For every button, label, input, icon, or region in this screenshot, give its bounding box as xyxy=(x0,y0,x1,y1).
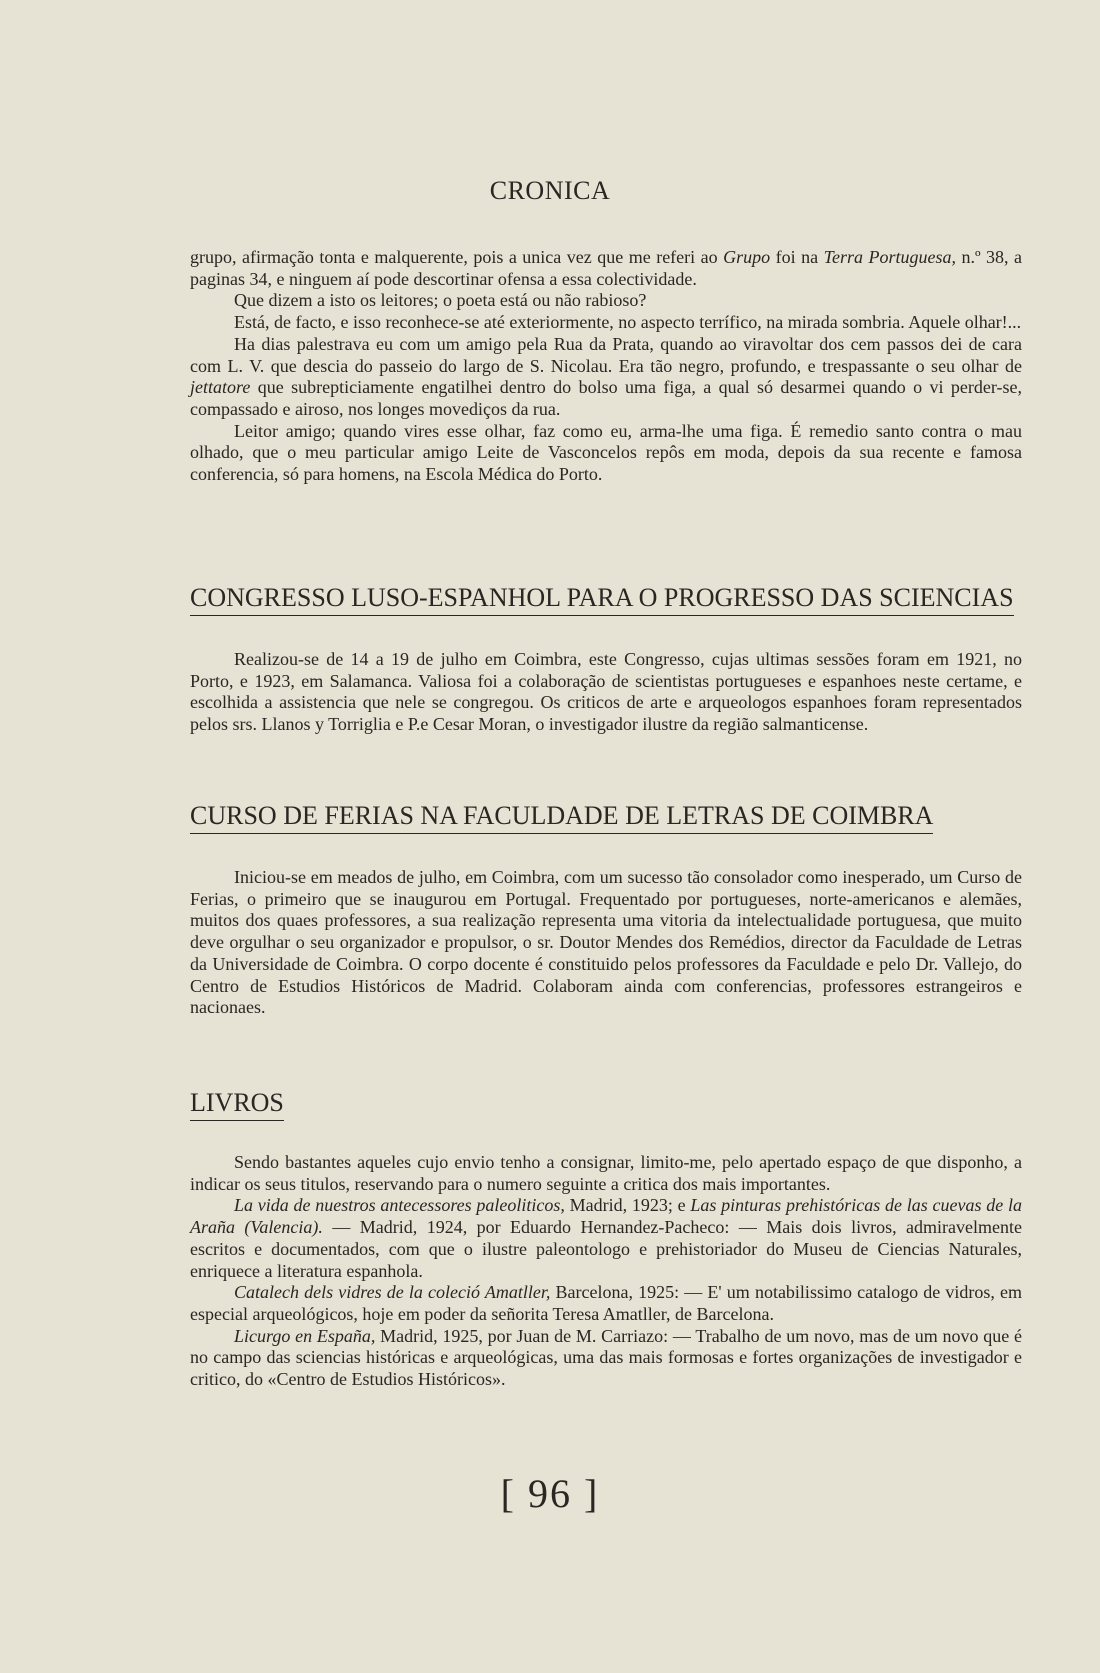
paragraph: La vida de nuestros antecessores paleoliticos, Madrid, 1923; e Las pinturas prehistóricas de las cuevas de la Araña (Valencia). — Madrid, 1924, por Eduardo Hernandez-Pacheco: — Mais dois livros, admiravelmente escritos e documentados, com que o ilustre paleontologo e prehistoriador do Museu de Ciencias Naturales, enriquece a literatura espanhola. xyxy=(190,1195,1023,1281)
intro-section xyxy=(190,247,1022,486)
livros-section xyxy=(190,1152,1022,1391)
congresso-section xyxy=(190,649,1022,736)
paragraph: Está, de facto, e isso reconhece-se até exteriormente, no aspecto terrífico, na mirada sombria. Aquele olhar!... xyxy=(234,312,1022,333)
paragraph: Licurgo en España, Madrid, 1925, por Juan de M. Carriazo: — Trabalho de um novo, mas de um novo que é no campo das sciencias históricas e arqueológicas, uma das mais formosas e fortes organizações de investigador e critico, do «Centro de Estudios Históricos». xyxy=(190,1325,1022,1390)
paragraph: Realizou-se de 14 a 19 de julho em Coimbra, este Congresso, cujas ultimas sessões foram em 1921, no Porto, e 1923, em Salamanca. Valiosa foi a colaboração de scientistas portugueses e espanhoes neste certame, e escolhida a assistencia que nele se congregou. Os criticos de arte e arqueologos espanhoes foram representados pelos srs. Llanos y Torriglia e P.e Cesar Moran, o investigador ilustre da região salmanticense. xyxy=(190,649,1022,735)
paragraph: grupo, afirmação tonta e malquerente, pois a unica vez que me referi ao Grupo foi na Terra Portuguesa, n.º 38, a paginas 34, e ninguem aí pode descortinar ofensa a essa colectividade. xyxy=(190,247,1023,289)
paragraph: Iniciou-se em meados de julho, em Coimbra, com um sucesso tão consolador como inesperado, um Curso de Ferias, o primeiro que se inaugurou em Portugal. Frequentado por portugueses, norte-americanos e alemães, muitos dos quaes professores, a sua realização representa uma vitoria da intelectualidade portuguesa, que muito deve orgulhar o seu organizador e propulsor, o sr. Doutor Mendes dos Remédios, director da Faculdade de Letras da Universidade de Coimbra. O corpo docente é constituido pelos professores da Faculdade e pelo Dr. Vallejo, do Centro de Estudios Históricos de Madrid. Colaboram ainda com conferencias, professores estrangeiros e nacionaes. xyxy=(190,867,1022,1018)
heading-congresso: CONGRESSO LUSO-ESPANHOL PARA O PROGRESSO DAS SCIENCIAS xyxy=(190,583,1014,616)
page-number: [ 96 ] xyxy=(500,1471,600,1516)
heading-curso: CURSO DE FERIAS NA FACULDADE DE LETRAS DE COIMBRA xyxy=(190,801,933,834)
curso-section xyxy=(190,867,1022,1019)
paragraph: Que dizem a isto os leitores; o poeta está ou não rabioso? xyxy=(234,290,647,311)
paragraph: Leitor amigo; quando vires esse olhar, faz como eu, arma-lhe uma figa. É remedio santo contra o mau olhado, que o meu particular amigo Leite de Vasconcelos repôs em moda, depois da sua recente e famosa conferencia, só para homens, na Escola Médica do Porto. xyxy=(190,420,1022,485)
paragraph: Sendo bastantes aqueles cujo envio tenho a consignar, limito-me, pelo apertado espaço de que disponho, a indicar os seus titulos, reservando para o numero seguinte a critica dos mais importantes. xyxy=(190,1152,1022,1194)
paragraph: Catalech dels vidres de la coleció Amatller, Barcelona, 1925: — E' um notabilissimo catalogo de vidros, em especial arqueológicos, hoje em poder da señorita Teresa Amatller, de Barcelona. xyxy=(190,1282,1022,1324)
running-head: CRONICA xyxy=(489,176,611,205)
paragraph: Ha dias palestrava eu com um amigo pela Rua da Prata, quando ao viravoltar dos cem passos dei de cara com L. V. que descia do passeio do largo de S. Nicolau. Era tão negro, profundo, e trespassante o seu olhar de jettatore que subrepticiamente engatilhei dentro do bolso uma figa, a qual só desarmei quando o vi perder-se, compassado e airoso, nos longes movediços da rua. xyxy=(190,333,1022,419)
heading-livros: LIVROS xyxy=(190,1088,284,1121)
